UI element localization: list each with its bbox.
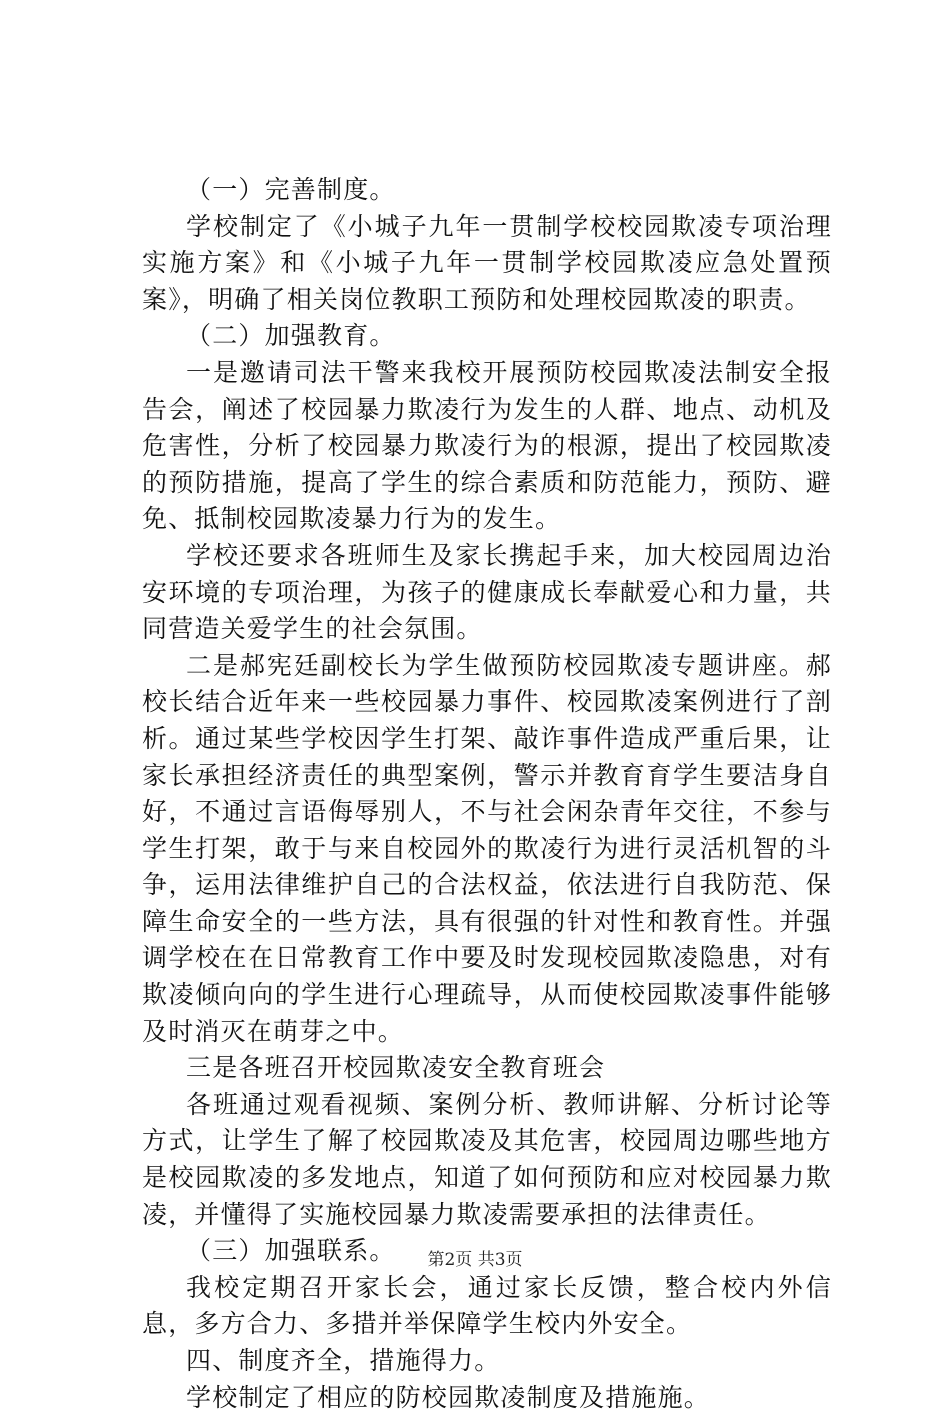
- paragraph-5: 三是各班召开校园欺凌安全教育班会: [186, 1053, 606, 1083]
- paragraph-8: 学校制定了相应的防校园欺凌制度及措施施。: [186, 1382, 711, 1412]
- paragraph-3: 学校还要求各班师生及家长携起手来，加大校园周边治安环境的专项治理，为孩子的健康成长奉献爱心和力量，共同营造关爱学生的社会氛围。: [142, 540, 832, 644]
- paragraph-1: 学校制定了《小城子九年一贯制学校校园欺凌专项治理实施方案》和《小城子九年一贯制学校园欺凌应急处置预案》，明确了相关岗位教职工预防和处理校园欺凌的职责。: [142, 211, 832, 314]
- section-heading-2: （二）加强教育。: [186, 321, 396, 351]
- section-heading-4: 四、制度齐全，措施得力。: [186, 1346, 501, 1375]
- paragraph-6: 各班通过观看视频、案例分析、教师讲解、分析讨论等方式，让学生了解了校园欺凌及其危害，校园周边哪些地方是校园欺凌的多发地点，知道了如何预防和应对校园暴力欺凌，并懂得了实施校园暴力欺凌需要承担的法律责任。: [142, 1089, 832, 1229]
- page-footer: 第2页 共3页: [427, 1250, 523, 1270]
- paragraph-2: 一是邀请司法干警来我校开展预防校园欺凌法制安全报告会，阐述了校园暴力欺凌行为发生的人群、地点、动机及危害性，分析了校园暴力欺凌行为的根源，提出了校园欺凌的预防措施，提高了学生的综合素质和防范能力，预防、避免、抵制校园欺凌暴力行为的发生。: [142, 357, 832, 534]
- section-heading-3: （三）加强联系。: [186, 1236, 396, 1266]
- section-heading-1: （一）完善制度。: [186, 175, 396, 204]
- document-body: [142, 172, 832, 1416]
- paragraph-4: 二是郝宪廷副校长为学生做预防校园欺凌专题讲座。郝校长结合近年来一些校园暴力事件、校园欺凌案例进行了剖析。通过某些学校因学生打架、敲诈事件造成严重后果，让家长承担经济责任的典型案例，警示并教育育学生要洁身自好，不通过言语侮辱别人，不与社会闲杂青年交往，不参与学生打架，敢于与来自校园外的欺凌行为进行灵活机智的斗争，运用法律维护自己的合法权益，依法进行自我防范、保障生命安全的一些方法，具有很强的针对性和教育性。并强调学校在在日常教育工作中要及时发现校园欺凌隐患，对有欺凌倾向向的学生进行心理疏导，从而使校园欺凌事件能够及时消灭在萌芽之中。: [142, 650, 832, 1046]
- paragraph-7: 我校定期召开家长会，通过家长反馈，整合校内外信息，多方合力、多措并举保障学生校内外安全。: [142, 1272, 832, 1339]
